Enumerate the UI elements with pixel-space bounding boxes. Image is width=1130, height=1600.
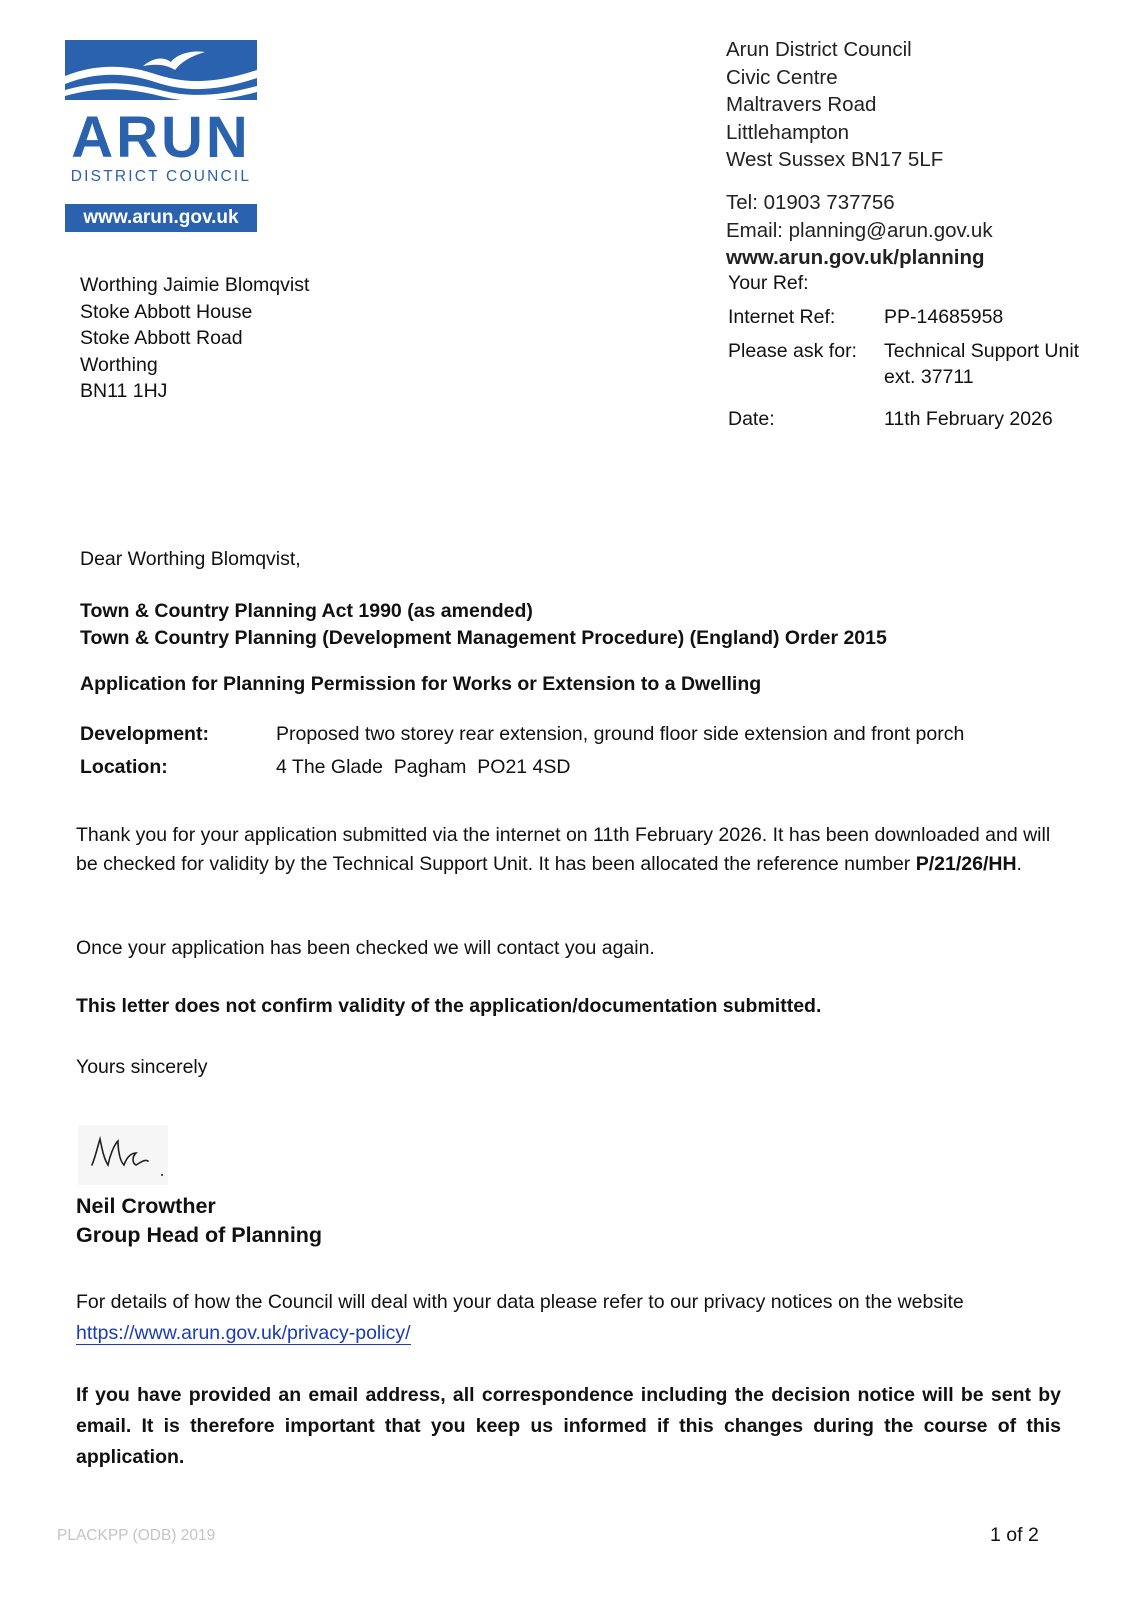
privacy-policy-link[interactable]: https://www.arun.gov.uk/privacy-policy/ bbox=[76, 1322, 411, 1344]
recipient-line: Worthing Jaimie Blomqvist bbox=[80, 274, 310, 296]
email-notice: If you have provided an email address, all correspondence including the decision notice will be sent by email. It is therefore important that you keep us informed if this changes during the course of this application. bbox=[76, 1384, 1061, 1468]
development-value: Proposed two storey rear extension, ground floor side extension and front porch bbox=[276, 723, 965, 745]
recipient-address bbox=[80, 272, 309, 405]
ask-for-ext: ext. 37711 bbox=[884, 366, 974, 388]
council-address-line: Littlehampton bbox=[726, 120, 850, 144]
location-label: Location: bbox=[80, 756, 168, 778]
form-code: PLACKPP (ODB) 2019 bbox=[57, 1527, 216, 1544]
signer-name: Neil Crowther bbox=[76, 1194, 216, 1218]
validity-disclaimer: This letter does not confirm validity of the application/documentation submitted. bbox=[76, 995, 822, 1017]
council-address-line: West Sussex BN17 5LF bbox=[726, 148, 944, 171]
date-value: 11th February 2026 bbox=[884, 408, 1053, 430]
internet-ref-label: Internet Ref: bbox=[728, 306, 836, 328]
privacy-paragraph bbox=[76, 1287, 1066, 1349]
legislation-heading bbox=[80, 598, 887, 651]
paragraph-end: . bbox=[1016, 853, 1022, 875]
council-address-line: Arun District Council bbox=[726, 38, 912, 61]
reference-number: P/21/26/HH bbox=[915, 853, 1017, 875]
ask-for-value: Technical Support Unit bbox=[884, 340, 1080, 362]
act-line: Town & Country Planning Act 1990 (as amended) bbox=[80, 600, 533, 622]
closing: Yours sincerely bbox=[76, 1056, 208, 1078]
location-value: 4 The Glade Pagham PO21 4SD bbox=[276, 756, 571, 778]
contact-paragraph: Once your application has been checked we will contact you again. bbox=[76, 937, 655, 959]
logo-subtitle: DISTRICT COUNCIL bbox=[70, 168, 252, 185]
recipient-line: Stoke Abbott Road bbox=[80, 327, 243, 349]
privacy-text: For details of how the Council will deal with your data please refer to our privacy notices on the website bbox=[76, 1291, 964, 1313]
council-address-line: Maltravers Road bbox=[726, 93, 877, 116]
council-address bbox=[726, 36, 943, 174]
acknowledgement-paragraph bbox=[76, 821, 1061, 879]
paragraph-text: Thank you for your application submitted via the internet on 11th February 2026. It has been downloaded and will be checked for validity by the Technical Support Unit. It has been allocated the reference number bbox=[76, 824, 1051, 875]
signer-title: Group Head of Planning bbox=[76, 1223, 323, 1247]
council-email[interactable]: Email: planning@arun.gov.uk bbox=[726, 218, 993, 242]
development-label: Development: bbox=[80, 723, 209, 745]
internet-ref-value: PP-14685958 bbox=[884, 306, 1004, 328]
application-type: Application for Planning Permission for Works or Extension to a Dwelling bbox=[80, 673, 762, 695]
act-line: Town & Country Planning (Development Management Procedure) (England) Order 2015 bbox=[80, 626, 887, 649]
logo-url: www.arun.gov.uk bbox=[65, 204, 257, 232]
page-number: 1 of 2 bbox=[990, 1524, 1039, 1546]
council-address-line: Civic Centre bbox=[726, 65, 838, 89]
salutation: Dear Worthing Blomqvist, bbox=[80, 548, 301, 570]
recipient-line: Worthing bbox=[80, 353, 158, 376]
date-label: Date: bbox=[728, 408, 775, 430]
signature-image bbox=[78, 1125, 168, 1185]
council-contact bbox=[726, 189, 993, 272]
ask-for-label: Please ask for: bbox=[728, 340, 857, 362]
recipient-line: BN11 1HJ bbox=[80, 380, 168, 402]
logo-wordmark: ARUN bbox=[71, 105, 251, 170]
council-web-link[interactable]: www.arun.gov.uk/planning bbox=[726, 246, 985, 269]
council-tel: Tel: 01903 737756 bbox=[726, 191, 895, 214]
signer-block bbox=[76, 1192, 322, 1250]
your-ref-label: Your Ref: bbox=[728, 272, 809, 294]
seagull-over-waves-icon bbox=[65, 40, 257, 100]
arun-logo bbox=[65, 40, 257, 232]
recipient-line: Stoke Abbott House bbox=[80, 300, 253, 323]
